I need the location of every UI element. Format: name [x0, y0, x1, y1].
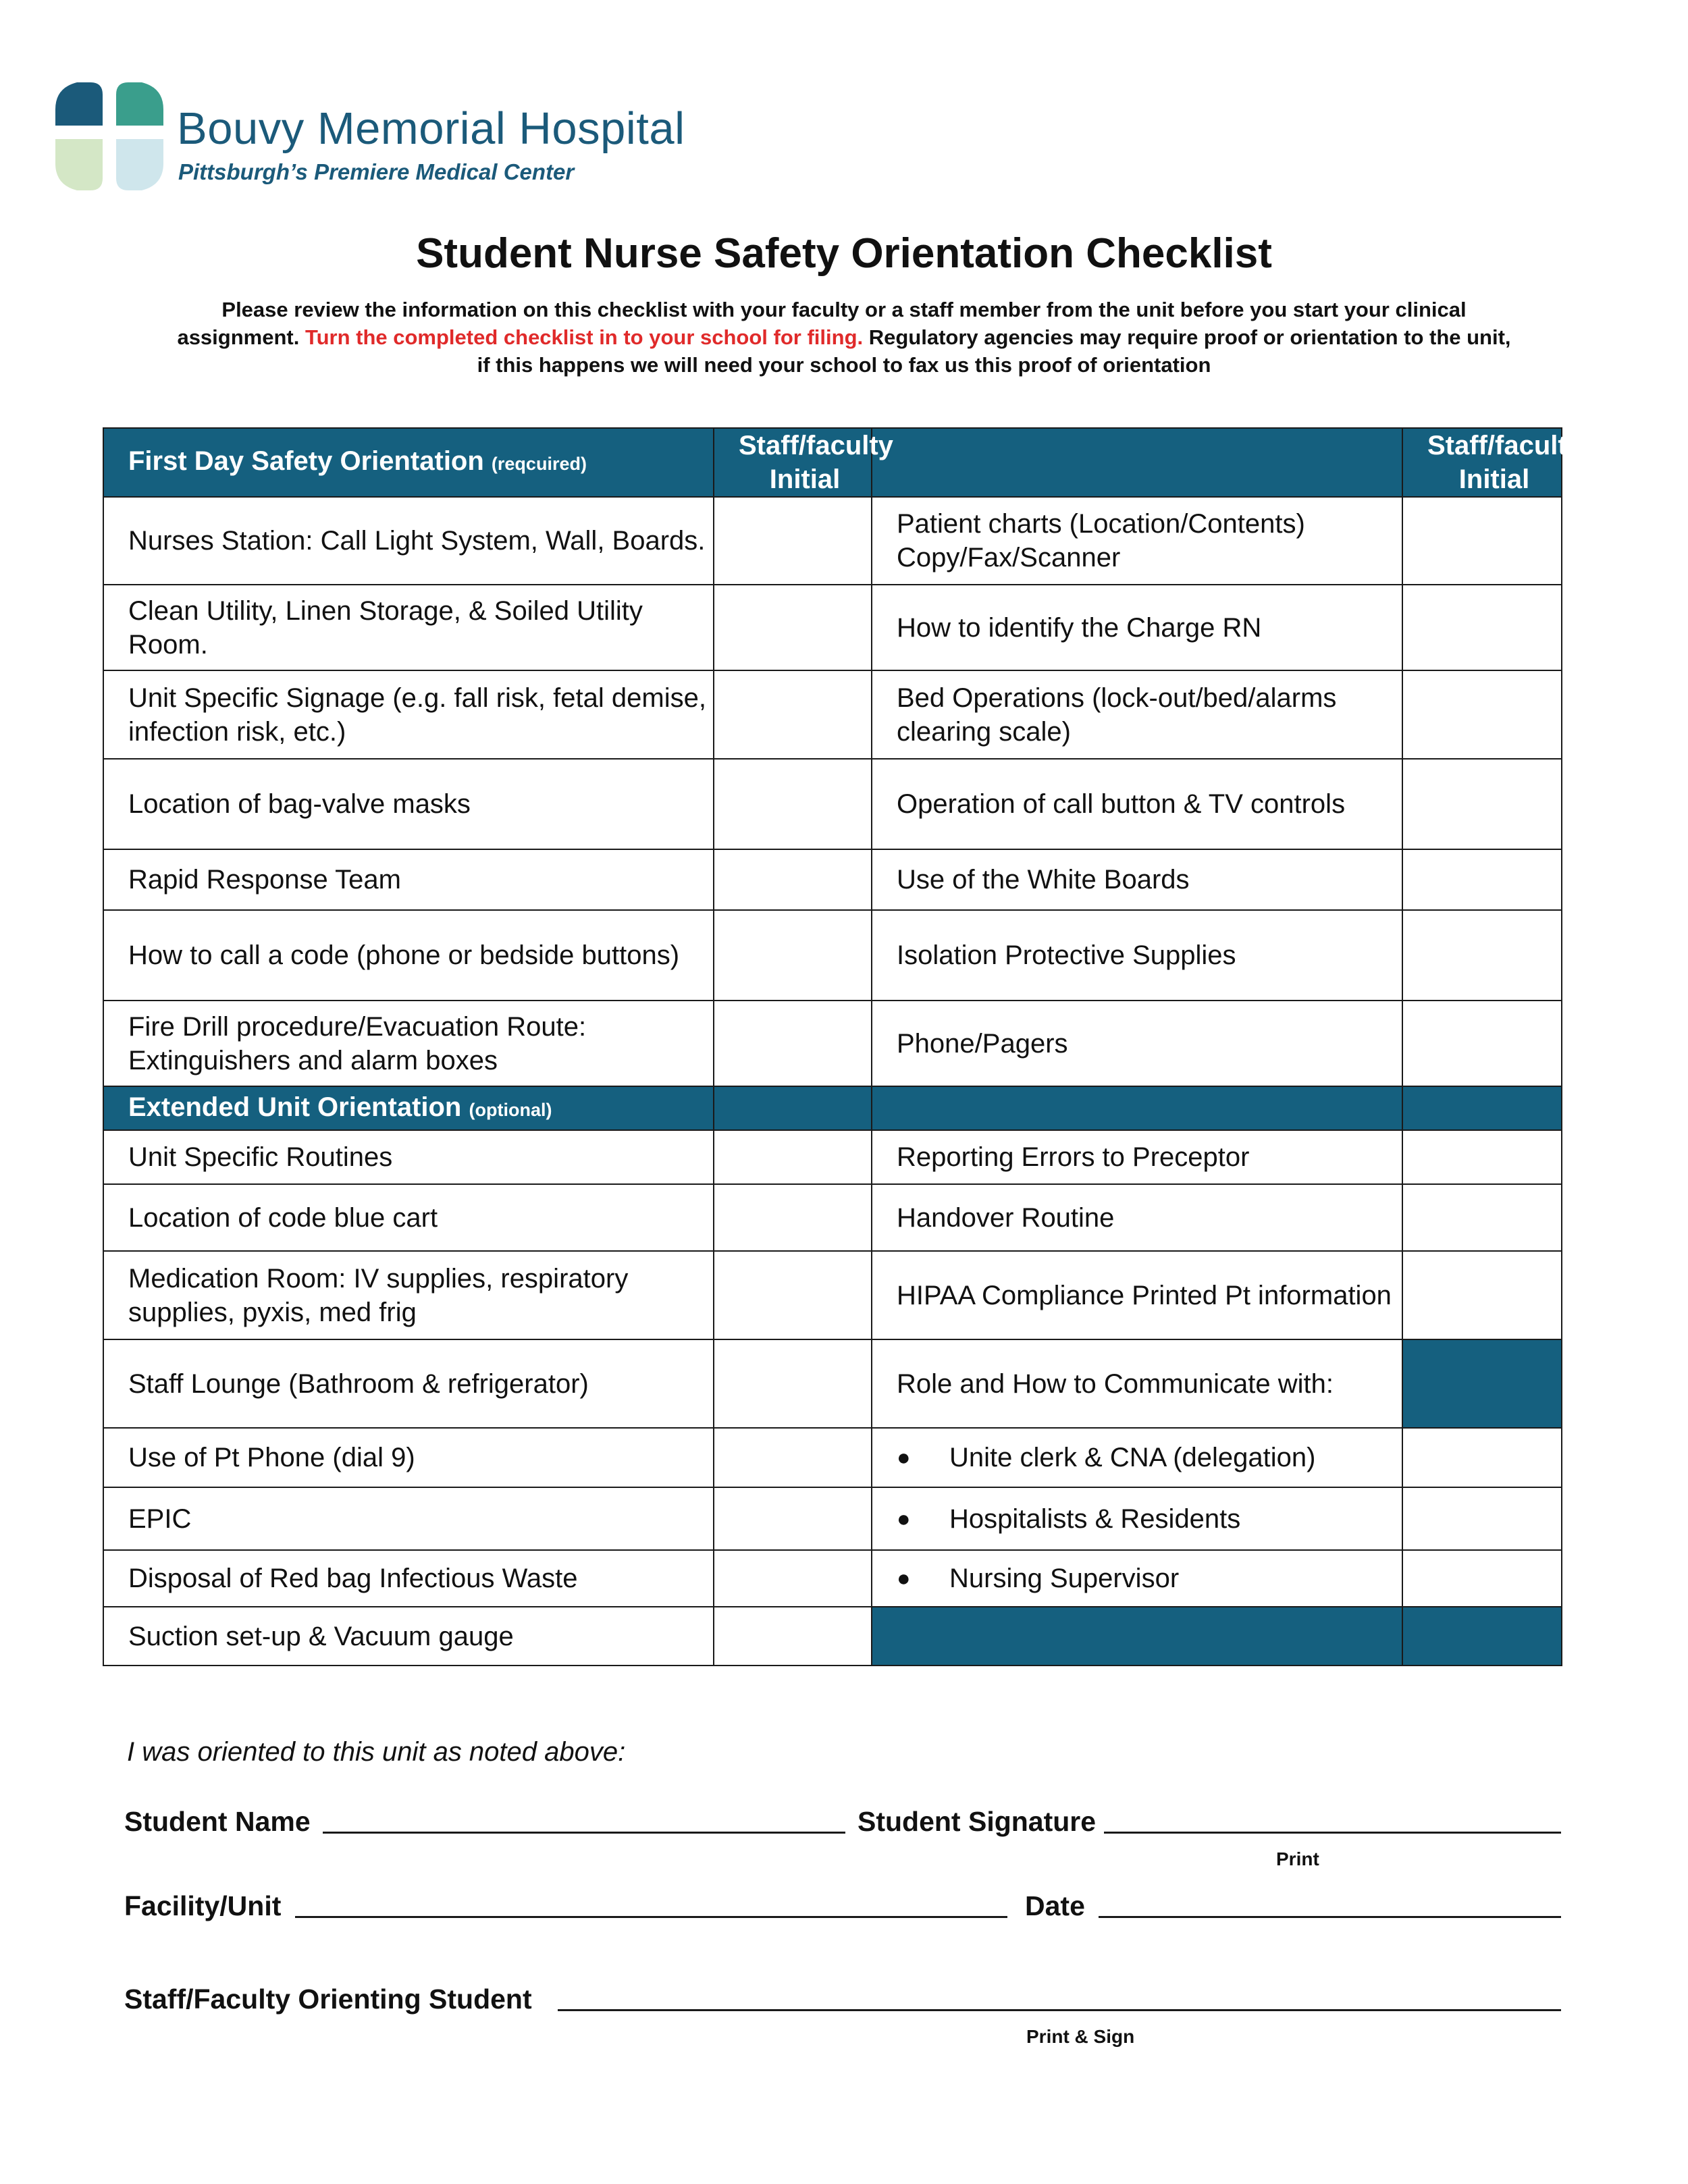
- initial-field[interactable]: [1402, 497, 1562, 585]
- extended-header-row: [103, 1086, 1562, 1130]
- initial-field[interactable]: [714, 1251, 872, 1339]
- date-field[interactable]: [1099, 1916, 1561, 1918]
- header-blank: [1402, 1086, 1562, 1130]
- hospital-name: Bouvy Memorial Hospital: [177, 103, 685, 154]
- date-label: Date: [1025, 1890, 1085, 1921]
- staff-faculty-field[interactable]: [558, 2009, 1561, 2011]
- initial-field[interactable]: [1402, 1184, 1562, 1251]
- checklist-item: EPIC: [103, 1487, 714, 1550]
- initial-field[interactable]: [714, 497, 872, 585]
- table-row: [103, 670, 1562, 759]
- initial-field[interactable]: [714, 1607, 872, 1666]
- checklist-item: Location of bag-valve masks: [103, 759, 714, 849]
- checklist-item: Unit Specific Signage (e.g. fall risk, fetal demise, infection risk, etc.): [103, 670, 714, 759]
- header-blank: [872, 1086, 1402, 1130]
- initial-field[interactable]: [1402, 759, 1562, 849]
- table-row: [103, 1130, 1562, 1184]
- table-row: [103, 849, 1562, 910]
- checklist-item: Patient charts (Location/Contents) Copy/Fax/Scanner: [872, 497, 1402, 585]
- table-row: [103, 1428, 1562, 1487]
- print-sign-hint: Print & Sign: [1026, 2026, 1135, 2047]
- initial-field[interactable]: [1402, 1130, 1562, 1184]
- initial-field[interactable]: [1402, 585, 1562, 670]
- initial-field[interactable]: [1402, 1428, 1562, 1487]
- initial-field[interactable]: [714, 1487, 872, 1550]
- checklist-item: Medication Room: IV supplies, respiratory supplies, pyxis, med frig: [103, 1251, 714, 1339]
- initial-field[interactable]: [714, 1130, 872, 1184]
- checklist-item: ● Hospitalists & Residents: [872, 1487, 1402, 1550]
- page-title: Student Nurse Safety Orientation Checklist: [416, 230, 1272, 277]
- initial-field[interactable]: [1402, 1001, 1562, 1086]
- table-row: [103, 1001, 1562, 1086]
- initial-column-header: Staff/faculty Initial: [714, 428, 872, 497]
- student-name-label: Student Name: [124, 1806, 311, 1837]
- header-blank: [714, 1086, 872, 1130]
- print-hint: Print: [1276, 1848, 1319, 1869]
- table-row: [103, 1251, 1562, 1339]
- initial-field[interactable]: [1402, 1487, 1562, 1550]
- initial-field[interactable]: [1402, 1251, 1562, 1339]
- initial-field[interactable]: [714, 759, 872, 849]
- checklist-item: Bed Operations (lock-out/bed/alarms clearing scale): [872, 670, 1402, 759]
- intro-text-3: Regulatory agencies may require proof or orientation to the unit, if this happens we will need your school to fax us this proof of orientation: [477, 325, 1511, 377]
- facility-unit-field[interactable]: [295, 1916, 1007, 1918]
- checklist-item: Use of the White Boards: [872, 849, 1402, 910]
- initial-field[interactable]: [714, 1001, 872, 1086]
- student-signature-label: Student Signature: [858, 1806, 1097, 1837]
- bullet-icon: ●: [897, 1506, 911, 1532]
- checklist-item: Location of code blue cart: [103, 1184, 714, 1251]
- checklist-item: HIPAA Compliance Printed Pt information: [872, 1251, 1402, 1339]
- checklist-item: How to identify the Charge RN: [872, 585, 1402, 670]
- checklist-item: Suction set-up & Vacuum gauge: [103, 1607, 714, 1666]
- table-row: [103, 1339, 1562, 1428]
- blank-shaded-cell: [1402, 1607, 1562, 1666]
- hospital-logo-icon: [55, 82, 163, 190]
- checklist-item: Staff Lounge (Bathroom & refrigerator): [103, 1339, 714, 1428]
- table-row: [103, 585, 1562, 670]
- checklist-item: ● Nursing Supervisor: [872, 1550, 1402, 1607]
- first-day-heading: First Day Safety Orientation (reqcuired): [103, 428, 714, 497]
- initial-field[interactable]: [714, 1184, 872, 1251]
- intro-paragraph: [169, 296, 1519, 379]
- table-row: [103, 1487, 1562, 1550]
- table-row: [103, 1184, 1562, 1251]
- checklist-item: Unit Specific Routines: [103, 1130, 714, 1184]
- checklist-item: Disposal of Red bag Infectious Waste: [103, 1550, 714, 1607]
- checklist-item: Clean Utility, Linen Storage, & Soiled Utility Room.: [103, 585, 714, 670]
- checklist-item: Rapid Response Team: [103, 849, 714, 910]
- oriented-statement: I was oriented to this unit as noted above:: [127, 1737, 626, 1767]
- initial-field[interactable]: [714, 1550, 872, 1607]
- checklist-item: Role and How to Communicate with:: [872, 1339, 1402, 1428]
- orientation-checklist-table: [103, 427, 1582, 1666]
- checklist-item: Nurses Station: Call Light System, Wall, Boards.: [103, 497, 714, 585]
- initial-field[interactable]: [714, 849, 872, 910]
- bullet-icon: ●: [897, 1566, 911, 1591]
- initial-column-header: Staff/faculty Initial: [1402, 428, 1562, 497]
- bullet-icon: ●: [897, 1445, 911, 1470]
- initial-field[interactable]: [1402, 849, 1562, 910]
- initial-field[interactable]: [714, 910, 872, 1001]
- first-day-header-row: [103, 428, 1562, 497]
- checklist-item: Phone/Pagers: [872, 1001, 1402, 1086]
- checklist-item: Fire Drill procedure/Evacuation Route: Extinguishers and alarm boxes: [103, 1001, 714, 1086]
- intro-text-1: Please review the information on this checklist with your faculty or a staff member from the unit before you start your clinical assignment.: [177, 298, 1467, 349]
- initial-field[interactable]: [714, 1428, 872, 1487]
- checklist-item: How to call a code (phone or bedside buttons): [103, 910, 714, 1001]
- table-row: [103, 759, 1562, 849]
- student-signature-field[interactable]: [1104, 1832, 1561, 1834]
- checklist-item: Handover Routine: [872, 1184, 1402, 1251]
- table-row: [103, 1607, 1562, 1666]
- facility-unit-label: Facility/Unit: [124, 1890, 282, 1921]
- blank-shaded-cell: [872, 1607, 1402, 1666]
- header-blank: [872, 428, 1402, 497]
- student-name-field[interactable]: [323, 1832, 845, 1834]
- extended-heading: Extended Unit Orientation (optional): [103, 1086, 714, 1130]
- table-row: [103, 910, 1562, 1001]
- checklist-item: Isolation Protective Supplies: [872, 910, 1402, 1001]
- initial-field[interactable]: [1402, 910, 1562, 1001]
- checklist-item: ● Unite clerk & CNA (delegation): [872, 1428, 1402, 1487]
- staff-faculty-label: Staff/Faculty Orienting Student: [124, 1983, 532, 2015]
- initial-field[interactable]: [714, 585, 872, 670]
- initial-field[interactable]: [1402, 670, 1562, 759]
- initial-field[interactable]: [714, 670, 872, 759]
- initial-field[interactable]: [1402, 1550, 1562, 1607]
- initial-field[interactable]: [714, 1339, 872, 1428]
- table-row: [103, 497, 1562, 585]
- checklist-item: Reporting Errors to Preceptor: [872, 1130, 1402, 1184]
- table-row: [103, 1550, 1562, 1607]
- intro-text-red: Turn the completed checklist in to your school for filing.: [305, 325, 864, 349]
- checklist-item: Use of Pt Phone (dial 9): [103, 1428, 714, 1487]
- blank-shaded-cell: [1402, 1339, 1562, 1428]
- checklist-item: Operation of call button & TV controls: [872, 759, 1402, 849]
- hospital-tagline: Pittsburgh’s Premiere Medical Center: [178, 159, 575, 184]
